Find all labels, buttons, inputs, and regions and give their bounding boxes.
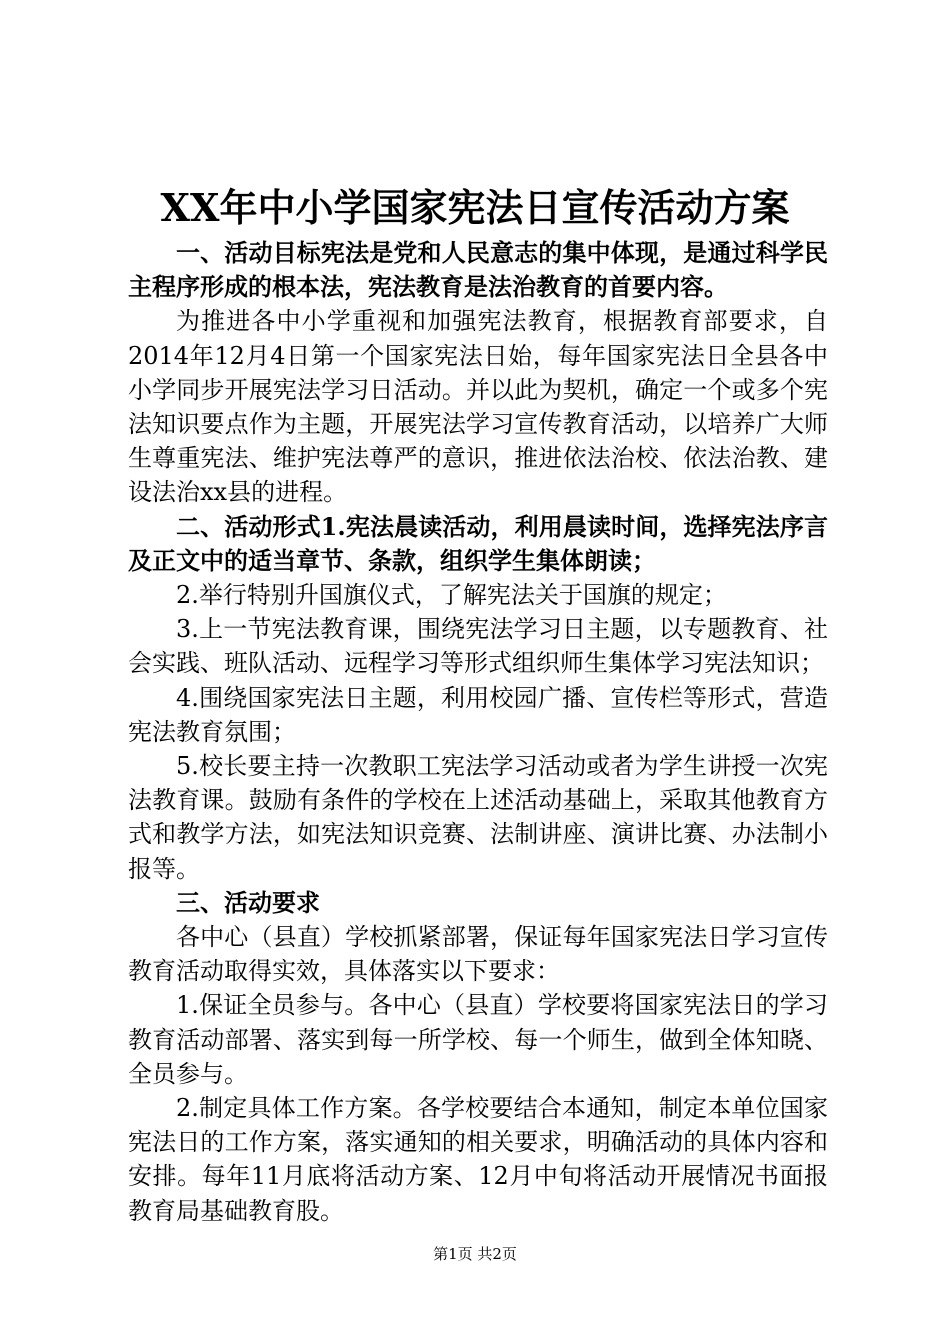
document-body (128, 236, 828, 1228)
paragraph-format-item-5: 5.校长要主持一次教职工宪法学习活动或者为学生讲授一次宪法教育课。鼓励有条件的学校在上述活动基础上，采取其他教育方式和教学方法，如宪法知识竞赛、法制讲座、演讲比赛、办法制小报等。 (128, 752, 828, 883)
document-title: XX年中小学国家宪法日宣传活动方案 (160, 185, 790, 230)
paragraph-requirements-heading: 三、活动要求 (176, 887, 320, 917)
paragraph-objective-body: 为推进各中小学重视和加强宪法教育，根据教育部要求，自2014年12月4日第一个国家宪法日始，每年国家宪法日全县各中小学同步开展宪法学习日活动。并以此为契机，确定一个或多个宪法知识要点作为主题，开展宪法学习宣传教育活动，以培养广大师生尊重宪法、维护宪法尊严的意识，推进依法治校、依法治教、建设法治xx县的进程。 (128, 307, 828, 507)
paragraph-requirements-intro: 各中心（县直）学校抓紧部署，保证每年国家宪法日学习宣传教育活动取得实效，具体落实以下要求： (128, 923, 828, 986)
page-footer: 第1页 共2页 (433, 1245, 517, 1263)
paragraph-format-heading: 二、活动形式1.宪法晨读活动，利用晨读时间，选择宪法序言及正文中的适当章节、条款，组织学生集体朗读； (128, 511, 828, 575)
paragraph-format-item-3: 3.上一节宪法教育课，围绕宪法学习日主题，以专题教育、社会实践、班队活动、远程学习等形式组织师生集体学习宪法知识； (128, 615, 828, 678)
paragraph-requirement-2: 2.制定具体工作方案。各学校要结合本通知，制定本单位国家宪法日的工作方案，落实通知的相关要求，明确活动的具体内容和安排。每年11月底将活动方案、12月中旬将活动开展情况书面报教育局基础教育股。 (128, 1094, 828, 1225)
paragraph-objective-heading: 一、活动目标宪法是党和人民意志的集中体现，是通过科学民主程序形成的根本法，宪法教育是法治教育的首要内容。 (128, 238, 828, 302)
paragraph-format-item-2: 2.举行特别升国旗仪式，了解宪法关于国旗的规定； (176, 581, 727, 610)
paragraph-requirement-1: 1.保证全员参与。各中心（县直）学校要将国家宪法日的学习教育活动部署、落实到每一所学校、每一个师生，做到全体知晓、全员参与。 (128, 991, 828, 1088)
paragraph-format-item-4: 4.围绕国家宪法日主题，利用校园广播、宣传栏等形式，营造宪法教育氛围； (128, 683, 828, 746)
